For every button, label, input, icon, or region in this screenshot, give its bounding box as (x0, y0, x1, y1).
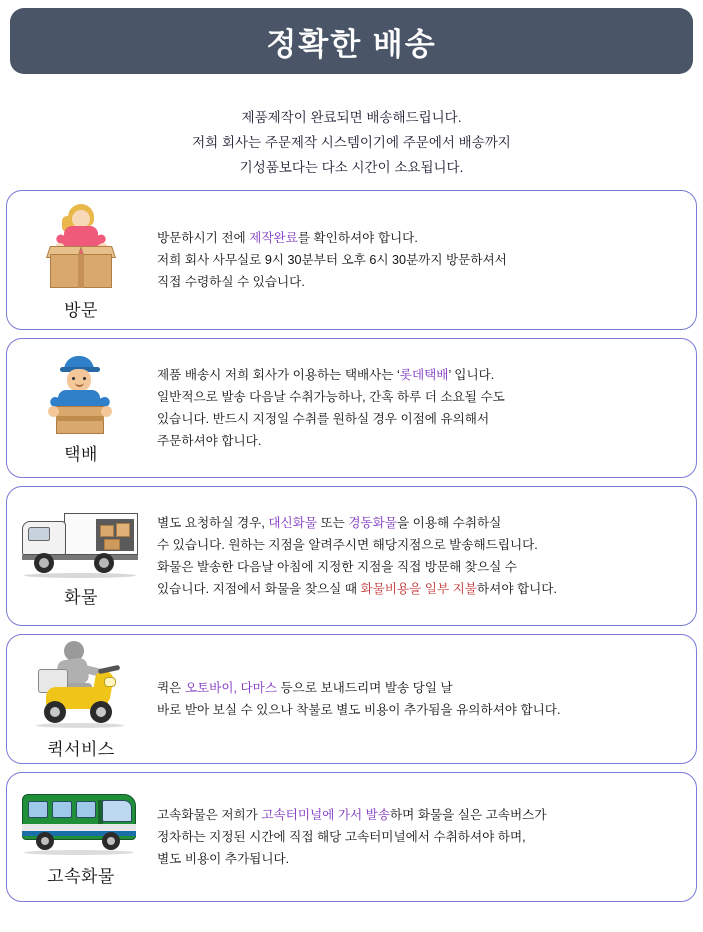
scooter-icon (28, 641, 134, 733)
text-span: 바로 받아 보실 수 있으나 착불로 별도 비용이 추가됨을 유의하셔야 합니다. (157, 703, 561, 717)
card-line (157, 534, 684, 556)
highlight-span: 화물비용을 일부 지불 (360, 582, 477, 596)
text-span: ’ 입니다. (448, 368, 495, 382)
text-span: 저희 회사 사무실로 9시 30분부터 오후 6시 30분까지 방문하셔서 (157, 253, 507, 267)
text-span: 정차하는 지정된 시간에 직접 해당 고속터미널에서 수취하셔야 하며, (157, 830, 526, 844)
card-body (155, 487, 696, 625)
card-body (155, 339, 696, 477)
courier-icon (38, 354, 124, 438)
card-line (157, 804, 684, 826)
page-title: 정확한 배송 (266, 26, 437, 62)
highlight-span: 대신화물 (268, 516, 317, 530)
delivery-card-visit (6, 190, 697, 330)
card-line (157, 578, 684, 600)
intro-line: 기성품보다는 다소 시간이 소요됩니다. (239, 160, 464, 175)
card-line (157, 249, 684, 271)
delivery-card-parcel (6, 338, 697, 478)
text-span: 주문하셔야 합니다. (157, 434, 262, 448)
bus-icon (22, 790, 140, 860)
card-icon-area (7, 191, 155, 329)
card-line (157, 848, 684, 870)
card-label: 퀵서비스 (47, 739, 115, 759)
intro-line: 저희 회사는 주문제작 시스템이기에 주문에서 배송까지 (192, 135, 511, 150)
card-line (157, 430, 684, 452)
text-span: 하셔야 합니다. (476, 582, 557, 596)
card-label: 방문 (64, 300, 98, 320)
text-span: 제품 배송시 저희 회사가 이용하는 택배사는 ‘ (157, 368, 400, 382)
card-label: 고속화물 (47, 866, 115, 886)
person-with-box-icon (38, 202, 124, 294)
highlight-span: 제작완료 (249, 231, 298, 245)
text-span: 하며 화물을 실은 고속버스가 (389, 808, 547, 822)
text-span: 방문하시기 전에 (157, 231, 250, 245)
intro-line: 제품제작이 완료되면 배송해드립니다. (241, 110, 462, 125)
text-span: 또는 (317, 516, 349, 530)
delivery-card-freight (6, 486, 697, 626)
card-line (157, 408, 684, 430)
card-label: 화물 (64, 587, 98, 607)
highlight-span: 오토바이, 다마스 (184, 681, 278, 695)
card-line (157, 677, 684, 699)
text-span: 있습니다. 지점에서 화물을 찾으실 때 (157, 582, 361, 596)
text-span: 을 이용해 수취하실 (397, 516, 502, 530)
truck-icon (22, 507, 140, 581)
card-body (155, 191, 696, 329)
text-span: 등으로 보내드리며 발송 당일 날 (277, 681, 453, 695)
text-span: 직접 수령하실 수 있습니다. (157, 275, 305, 289)
card-line (157, 227, 684, 249)
text-span: 별도 비용이 추가됩니다. (157, 852, 290, 866)
text-span: 별도 요청하실 경우, (157, 516, 269, 530)
text-span: 화물은 발송한 다음날 아침에 지정한 지점을 직접 방문해 찾으실 수 (157, 560, 517, 574)
highlight-span: 고속터미널에 가서 발송 (261, 808, 390, 822)
card-line (157, 512, 684, 534)
delivery-card-quick-service (6, 634, 697, 764)
card-line (157, 271, 684, 293)
card-line (157, 699, 684, 721)
highlight-span: 경동화물 (348, 516, 398, 530)
text-span: 있습니다. 반드시 지정일 수취를 원하실 경우 이점에 유의해서 (157, 412, 490, 426)
card-label: 택배 (64, 444, 98, 464)
card-icon-area (7, 773, 155, 901)
card-line (157, 386, 684, 408)
card-line (157, 364, 684, 386)
text-span: 퀵은 (157, 681, 185, 695)
page-header (10, 8, 693, 74)
text-span: 수 있습니다. 원하는 지점을 알려주시면 해당지점으로 발송해드립니다. (157, 538, 538, 552)
intro-text (0, 105, 703, 180)
card-line (157, 556, 684, 578)
card-icon-area (7, 339, 155, 477)
text-span: 일반적으로 발송 다음날 수취가능하나, 간혹 하루 더 소요될 수도 (157, 390, 505, 404)
card-line (157, 826, 684, 848)
card-icon-area (7, 635, 155, 763)
text-span: 고속화물은 저희가 (157, 808, 262, 822)
card-body (155, 773, 696, 901)
text-span: 를 확인하셔야 합니다. (297, 231, 418, 245)
highlight-span: 롯데택배 (399, 368, 449, 382)
delivery-card-express-freight (6, 772, 697, 902)
card-body (155, 635, 696, 763)
card-icon-area (7, 487, 155, 625)
delivery-method-list (6, 190, 697, 910)
